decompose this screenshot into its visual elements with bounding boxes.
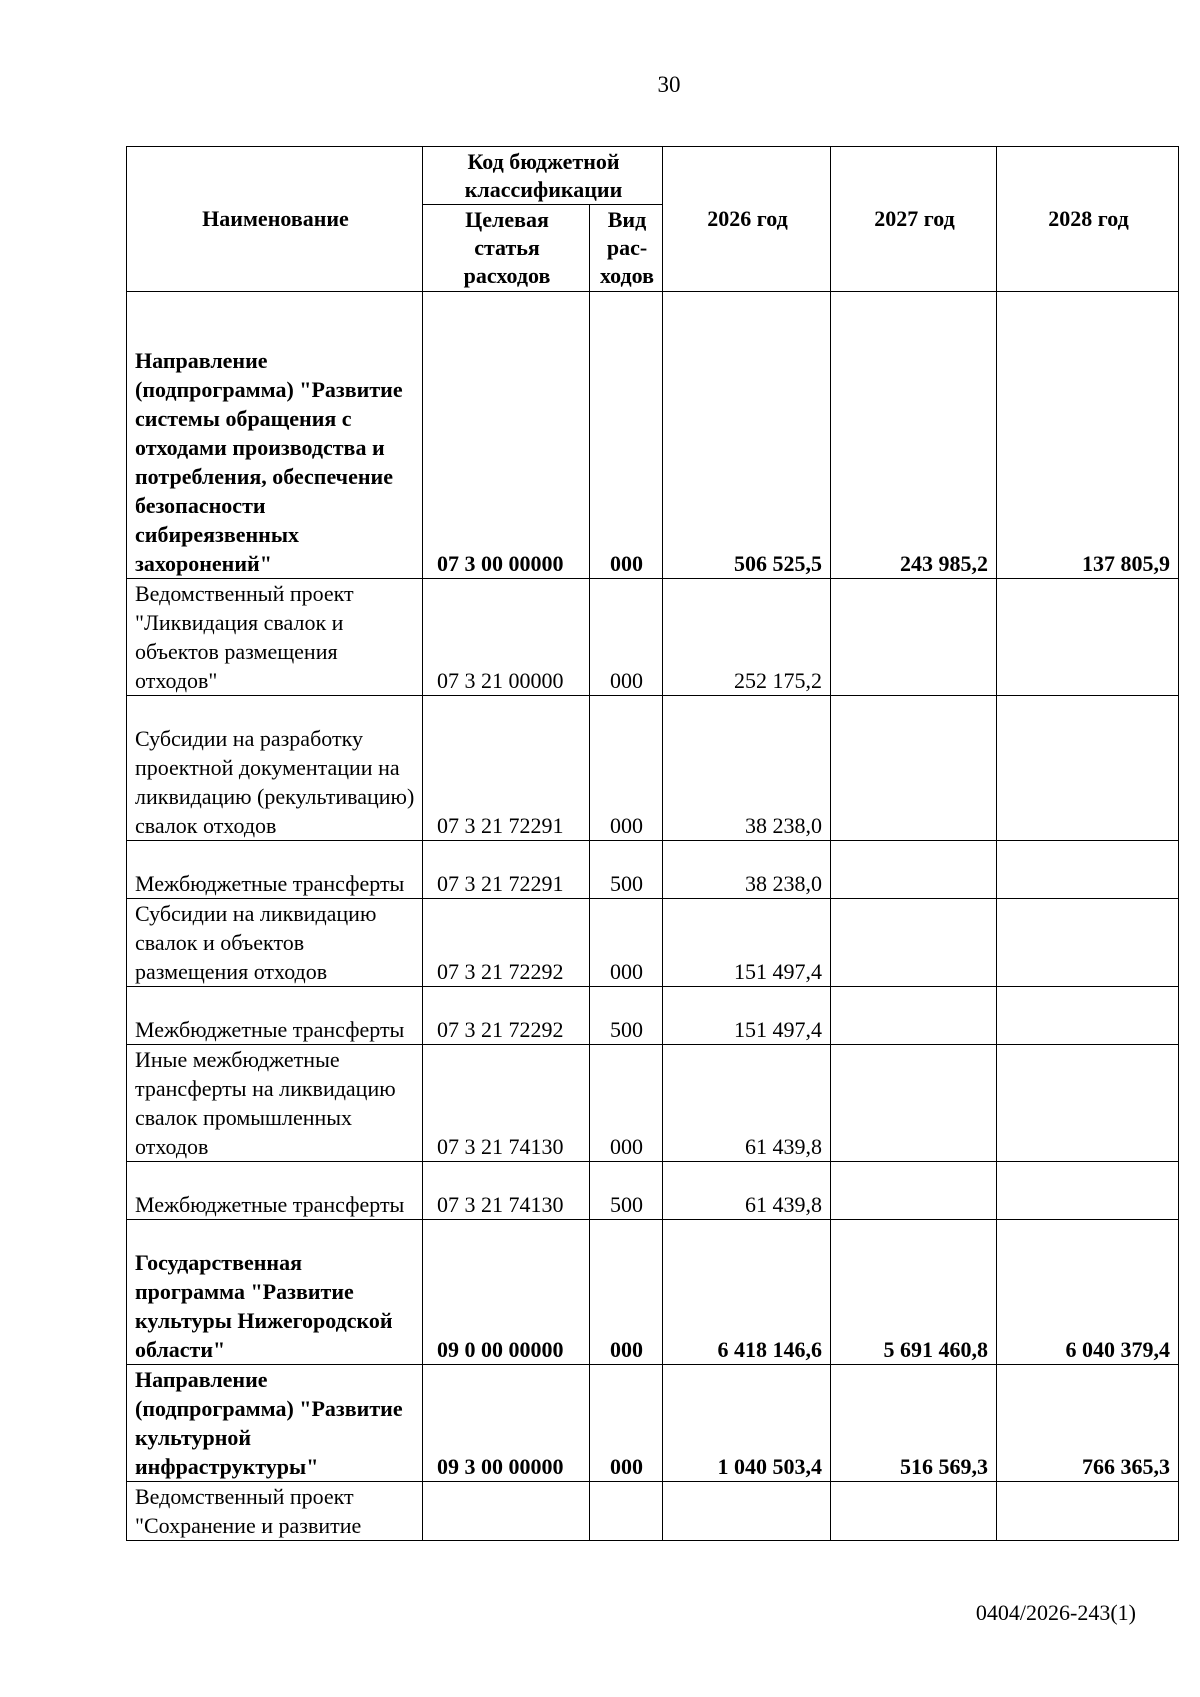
row-name: Государственная программа "Развитие культуры Нижегородской области"	[127, 1220, 423, 1365]
row-target-article: 07 3 21 74130	[423, 1045, 590, 1162]
row-2028	[997, 841, 1179, 899]
header-expense-type: Вид рас-ходов	[590, 205, 663, 292]
table-row	[127, 1482, 1179, 1541]
row-name: Субсидии на ликвидацию свалок и объектов размещения отходов	[127, 899, 423, 987]
row-2026: 6 418 146,6	[663, 1220, 831, 1365]
row-name: Межбюджетные трансферты	[127, 987, 423, 1045]
row-2026: 61 439,8	[663, 1045, 831, 1162]
row-name: Ведомственный проект "Сохранение и развитие	[127, 1482, 423, 1541]
row-target-article	[423, 1482, 590, 1541]
row-2026: 252 175,2	[663, 579, 831, 696]
row-2028	[997, 987, 1179, 1045]
row-expense-type: 000	[590, 292, 663, 579]
row-2028	[997, 1162, 1179, 1220]
table-row	[127, 579, 1179, 696]
row-2027	[831, 1045, 997, 1162]
row-2027	[831, 1482, 997, 1541]
row-target-article: 09 0 00 00000	[423, 1220, 590, 1365]
row-2026: 61 439,8	[663, 1162, 831, 1220]
table-row	[127, 841, 1179, 899]
row-expense-type: 000	[590, 1365, 663, 1482]
row-2026: 1 040 503,4	[663, 1365, 831, 1482]
row-2028: 137 805,9	[997, 292, 1179, 579]
header-code-group: Код бюджетной классификации	[423, 147, 663, 205]
row-name: Направление (подпрограмма) "Развитие культурной инфраструктуры"	[127, 1365, 423, 1482]
row-target-article: 07 3 21 00000	[423, 579, 590, 696]
row-expense-type: 000	[590, 579, 663, 696]
header-target-article: Целевая статья расходов	[423, 205, 590, 292]
row-2026: 506 525,5	[663, 292, 831, 579]
budget-table	[126, 146, 1179, 1541]
document-code: 0404/2026-243(1)	[975, 1600, 1136, 1625]
row-target-article: 07 3 21 74130	[423, 1162, 590, 1220]
table-row	[127, 1162, 1179, 1220]
row-target-article: 07 3 21 72292	[423, 899, 590, 987]
row-2028: 766 365,3	[997, 1365, 1179, 1482]
row-2026: 151 497,4	[663, 987, 831, 1045]
row-2026: 151 497,4	[663, 899, 831, 987]
row-name: Направление (подпрограмма) "Развитие системы обращения с отходами производства и потребления, обеспечение безопасности сибиреязвенных захоронений"	[127, 292, 423, 579]
row-2027: 516 569,3	[831, 1365, 997, 1482]
row-name: Межбюджетные трансферты	[127, 841, 423, 899]
row-2027	[831, 987, 997, 1045]
table-row	[127, 899, 1179, 987]
header-2027: 2027 год	[831, 147, 997, 292]
row-expense-type: 000	[590, 899, 663, 987]
row-expense-type: 500	[590, 841, 663, 899]
row-2027: 5 691 460,8	[831, 1220, 997, 1365]
row-2027	[831, 899, 997, 987]
row-2027: 243 985,2	[831, 292, 997, 579]
header-2028: 2028 год	[997, 147, 1179, 292]
table-row	[127, 987, 1179, 1045]
row-2026	[663, 1482, 831, 1541]
row-2027	[831, 579, 997, 696]
row-2026: 38 238,0	[663, 841, 831, 899]
row-2026: 38 238,0	[663, 696, 831, 841]
header-2026: 2026 год	[663, 147, 831, 292]
row-name: Иные межбюджетные трансферты на ликвидацию свалок промышленных отходов	[127, 1045, 423, 1162]
page-number: 30	[657, 72, 681, 97]
row-2028	[997, 1045, 1179, 1162]
table-row	[127, 696, 1179, 841]
row-name: Межбюджетные трансферты	[127, 1162, 423, 1220]
row-2027	[831, 1162, 997, 1220]
row-name: Ведомственный проект "Ликвидация свалок и объектов размещения отходов"	[127, 579, 423, 696]
row-expense-type: 500	[590, 1162, 663, 1220]
row-2028	[997, 696, 1179, 841]
row-expense-type: 000	[590, 1220, 663, 1365]
row-target-article: 07 3 00 00000	[423, 292, 590, 579]
row-target-article: 07 3 21 72292	[423, 987, 590, 1045]
row-target-article: 07 3 21 72291	[423, 841, 590, 899]
row-2028	[997, 1482, 1179, 1541]
table-row	[127, 1045, 1179, 1162]
header-name: Наименование	[127, 147, 423, 292]
row-expense-type: 000	[590, 1045, 663, 1162]
row-target-article: 09 3 00 00000	[423, 1365, 590, 1482]
row-2027	[831, 841, 997, 899]
row-2028: 6 040 379,4	[997, 1220, 1179, 1365]
row-2028	[997, 899, 1179, 987]
row-expense-type	[590, 1482, 663, 1541]
row-2027	[831, 696, 997, 841]
row-expense-type: 000	[590, 696, 663, 841]
table-row	[127, 292, 1179, 579]
row-2028	[997, 579, 1179, 696]
row-name: Субсидии на разработку проектной документации на ликвидацию (рекультивацию) свалок отходов	[127, 696, 423, 841]
table-row	[127, 1220, 1179, 1365]
row-target-article: 07 3 21 72291	[423, 696, 590, 841]
row-expense-type: 500	[590, 987, 663, 1045]
table-row	[127, 1365, 1179, 1482]
